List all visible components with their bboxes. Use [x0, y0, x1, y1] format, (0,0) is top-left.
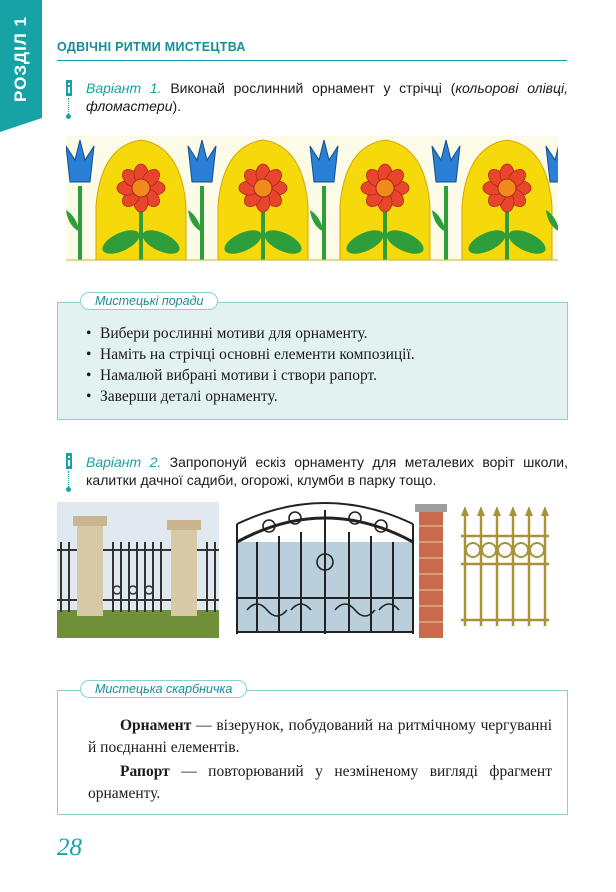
flower-center: [498, 179, 516, 197]
info-icon: [66, 453, 72, 469]
definition-rapport: [88, 761, 552, 805]
page-number: 28: [57, 834, 82, 861]
list-item: • Заверши деталі орнаменту.: [86, 386, 415, 407]
running-header: ОДВІЧНІ РИТМИ МИСТЕЦТВА: [57, 40, 246, 54]
list-item: • Намалюй вибрані мотиви і створи рапорт.: [86, 365, 415, 386]
art-tips-label: Мистецькі поради: [80, 292, 218, 310]
task2-variant: Варіант 2.: [86, 454, 162, 470]
list-item: • Вибери рослинні мотиви для орнаменту.: [86, 323, 415, 344]
flower-center: [132, 179, 150, 197]
flower-center: [254, 179, 272, 197]
golden-fence-photo: [461, 506, 549, 626]
gate-photos: [57, 502, 567, 638]
task1-body: Виконай рослинний орнамент у стрічці (: [161, 80, 456, 96]
task1-materials: кольорові олівці, фломастери: [86, 80, 568, 114]
section-tab: [0, 0, 42, 118]
info-icon: [66, 80, 72, 96]
section-tab-label: РОЗДІЛ 1: [11, 16, 30, 102]
term-ornament: Орнамент: [120, 717, 192, 734]
definition-rapport-text: — повторюваний у незміненому вигляді фрагмент орнаменту.: [88, 763, 552, 802]
header-divider: [57, 60, 567, 61]
task2-body: Запропонуй ескіз орнаменту для металевих воріт школи, калитки дачної садиби, огорожі, клумби в парку тощо.: [86, 454, 568, 488]
task1-closing: ).: [172, 98, 182, 114]
art-tips-list: [86, 323, 415, 407]
definition-ornament: [88, 715, 552, 759]
task2-text: [86, 453, 568, 489]
definition-ornament-text: — візерунок, побудований на ритмічному чергуванні й поєднанні елементів.: [88, 717, 552, 756]
fence-photo: [57, 502, 219, 638]
plant-ornament-image: [66, 136, 558, 262]
task1-variant: Варіант 1.: [86, 80, 162, 96]
iron-gate-photo: [235, 502, 447, 638]
art-treasury-box: [57, 682, 568, 815]
list-item: • Наміть на стрічці основні елементи композиції.: [86, 344, 415, 365]
task1-text: [86, 79, 568, 115]
art-treasury-label: Мистецька скарбничка: [80, 680, 247, 698]
art-tips-box: [57, 294, 568, 420]
flower-center: [376, 179, 394, 197]
term-rapport: Рапорт: [120, 763, 170, 780]
